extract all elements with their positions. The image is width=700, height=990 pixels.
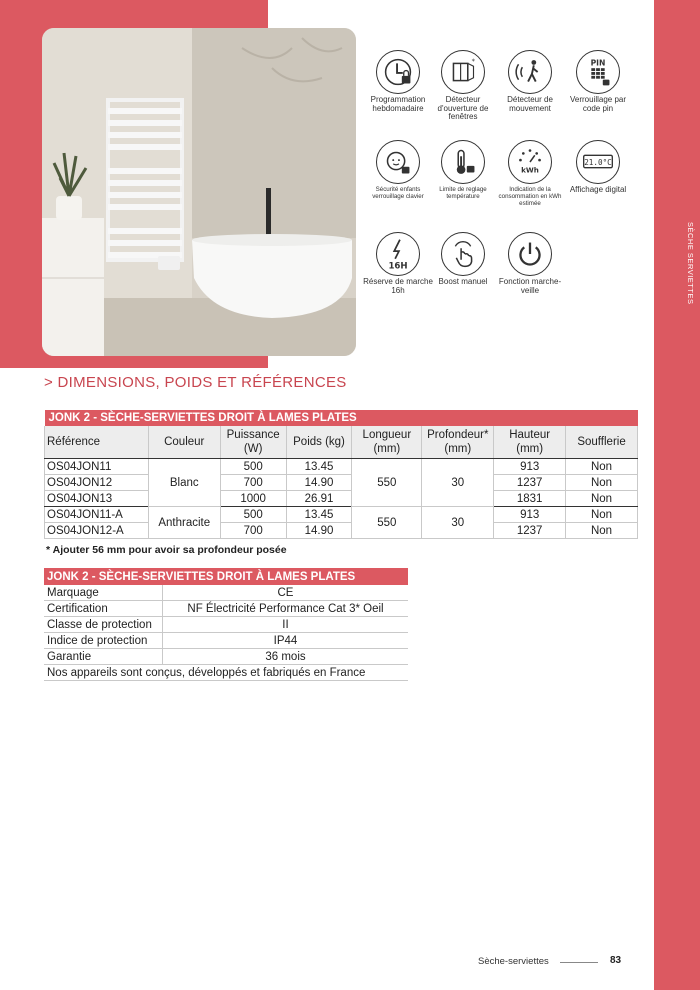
feature-consommation-kwh (494, 140, 566, 207)
footer-divider (560, 962, 598, 963)
col-header: Hauteur (mm) (494, 426, 566, 459)
product-photo (42, 28, 356, 356)
feature-label: Verrouillage par code pin (569, 95, 627, 113)
col-header: Poids (kg) (286, 426, 352, 459)
table-row (44, 665, 408, 681)
feature-label: Programmation hebdomadaire (370, 95, 426, 113)
boost-icon-text: 16H (388, 261, 408, 272)
feature-limite-temperature (427, 140, 499, 200)
table-title: JONK 2 - SÈCHE-SERVIETTES DROIT À LAMES PLATES (44, 568, 408, 585)
motion-detector-icon (509, 51, 551, 93)
svg-text:*: * (471, 57, 475, 66)
hand-touch-icon (442, 233, 484, 275)
feature-label: Fonction marche-veille (498, 277, 562, 295)
profondeur-cell: 30 (422, 507, 494, 539)
footer-section-label: Sèche-serviettes (478, 956, 549, 967)
col-header: Référence (45, 426, 149, 459)
table-row: Indice de protection IP44 (44, 633, 408, 649)
dimensions-table (44, 410, 638, 539)
feature-label: Affichage digital (569, 185, 627, 194)
specs-table (44, 568, 408, 681)
display-icon-text: 21.0°C (584, 157, 612, 167)
feature-detecteur-fenetres (427, 50, 499, 122)
feature-programmation (362, 50, 434, 113)
table-row: OS04JON12 700 14.90 1237 Non (45, 475, 638, 491)
feature-label: Réserve de marche 16h (363, 277, 433, 295)
right-accent-band (654, 0, 700, 990)
profondeur-cell: 30 (422, 459, 494, 507)
table-row: OS04JON11 Blanc 500 13.45 550 30 913 Non (45, 459, 638, 475)
feature-boost-manuel (427, 232, 499, 287)
table-row: OS04JON11-A Anthracite 500 13.45 550 30 913 Non (45, 507, 638, 523)
feature-affichage-digital (562, 140, 634, 195)
col-header: Couleur (148, 426, 220, 459)
pin-icon-text: PIN (590, 58, 606, 68)
boost-16h-icon (377, 233, 419, 275)
child-lock-icon (377, 141, 419, 183)
window-detector-icon (442, 51, 484, 93)
feature-reserve-marche (362, 232, 434, 295)
longueur-cell: 550 (352, 507, 422, 539)
pin-keypad-icon (577, 51, 619, 93)
feature-marche-veille (494, 232, 566, 295)
kwh-icon-text: kWh (521, 165, 539, 175)
made-in-france-note: Nos appareils sont conçus, développés et fabriqués en France (44, 665, 408, 681)
power-icon (509, 233, 551, 275)
col-header: Longueur (mm) (352, 426, 422, 459)
page-number: 83 (610, 955, 622, 966)
col-header: Profondeur* (mm) (422, 426, 494, 459)
feature-label: Détecteur d'ouverture de fenêtres (437, 95, 489, 121)
longueur-cell: 550 (352, 459, 422, 507)
couleur-cell: Blanc (148, 459, 220, 507)
table-row: Marquage CE (44, 585, 408, 601)
col-header: Soufflerie (566, 426, 638, 459)
feature-securite-enfants (362, 140, 434, 200)
table-row: Classe de protection II (44, 617, 408, 633)
table-row: Garantie 36 mois (44, 649, 408, 665)
table-row: OS04JON12-A 700 14.90 1237 Non (45, 523, 638, 539)
kwh-meter-icon (509, 141, 551, 183)
col-header: Puissance (W) (220, 426, 286, 459)
feature-label: Boost manuel (438, 277, 488, 286)
feature-label: Sécurité enfants verrouillage clavier (372, 186, 424, 200)
digital-display-icon (577, 141, 619, 183)
side-tab-label: SÈCHE SERVIETTES (686, 222, 695, 305)
couleur-cell: Anthracite (148, 507, 220, 539)
table-row: OS04JON13 1000 26.91 1831 Non (45, 491, 638, 507)
table-title: JONK 2 - SÈCHE-SERVIETTES DROIT À LAMES PLATES (45, 410, 638, 426)
feature-code-pin (562, 50, 634, 113)
feature-label: Limite de reglage température (439, 186, 487, 200)
table-row: Certification NF Électricité Performance Cat 3* Oeil (44, 601, 408, 617)
section-title: > DIMENSIONS, POIDS ET RÉFÉRENCES (44, 374, 347, 391)
feature-detecteur-mouvement (494, 50, 566, 113)
feature-label: Détecteur de mouvement (507, 95, 553, 113)
depth-footnote: * Ajouter 56 mm pour avoir sa profondeur posée (46, 544, 287, 556)
thermometer-lock-icon (442, 141, 484, 183)
feature-label: Indication de la consommation en kWh estimée (498, 186, 562, 207)
clock-lock-icon (377, 51, 419, 93)
